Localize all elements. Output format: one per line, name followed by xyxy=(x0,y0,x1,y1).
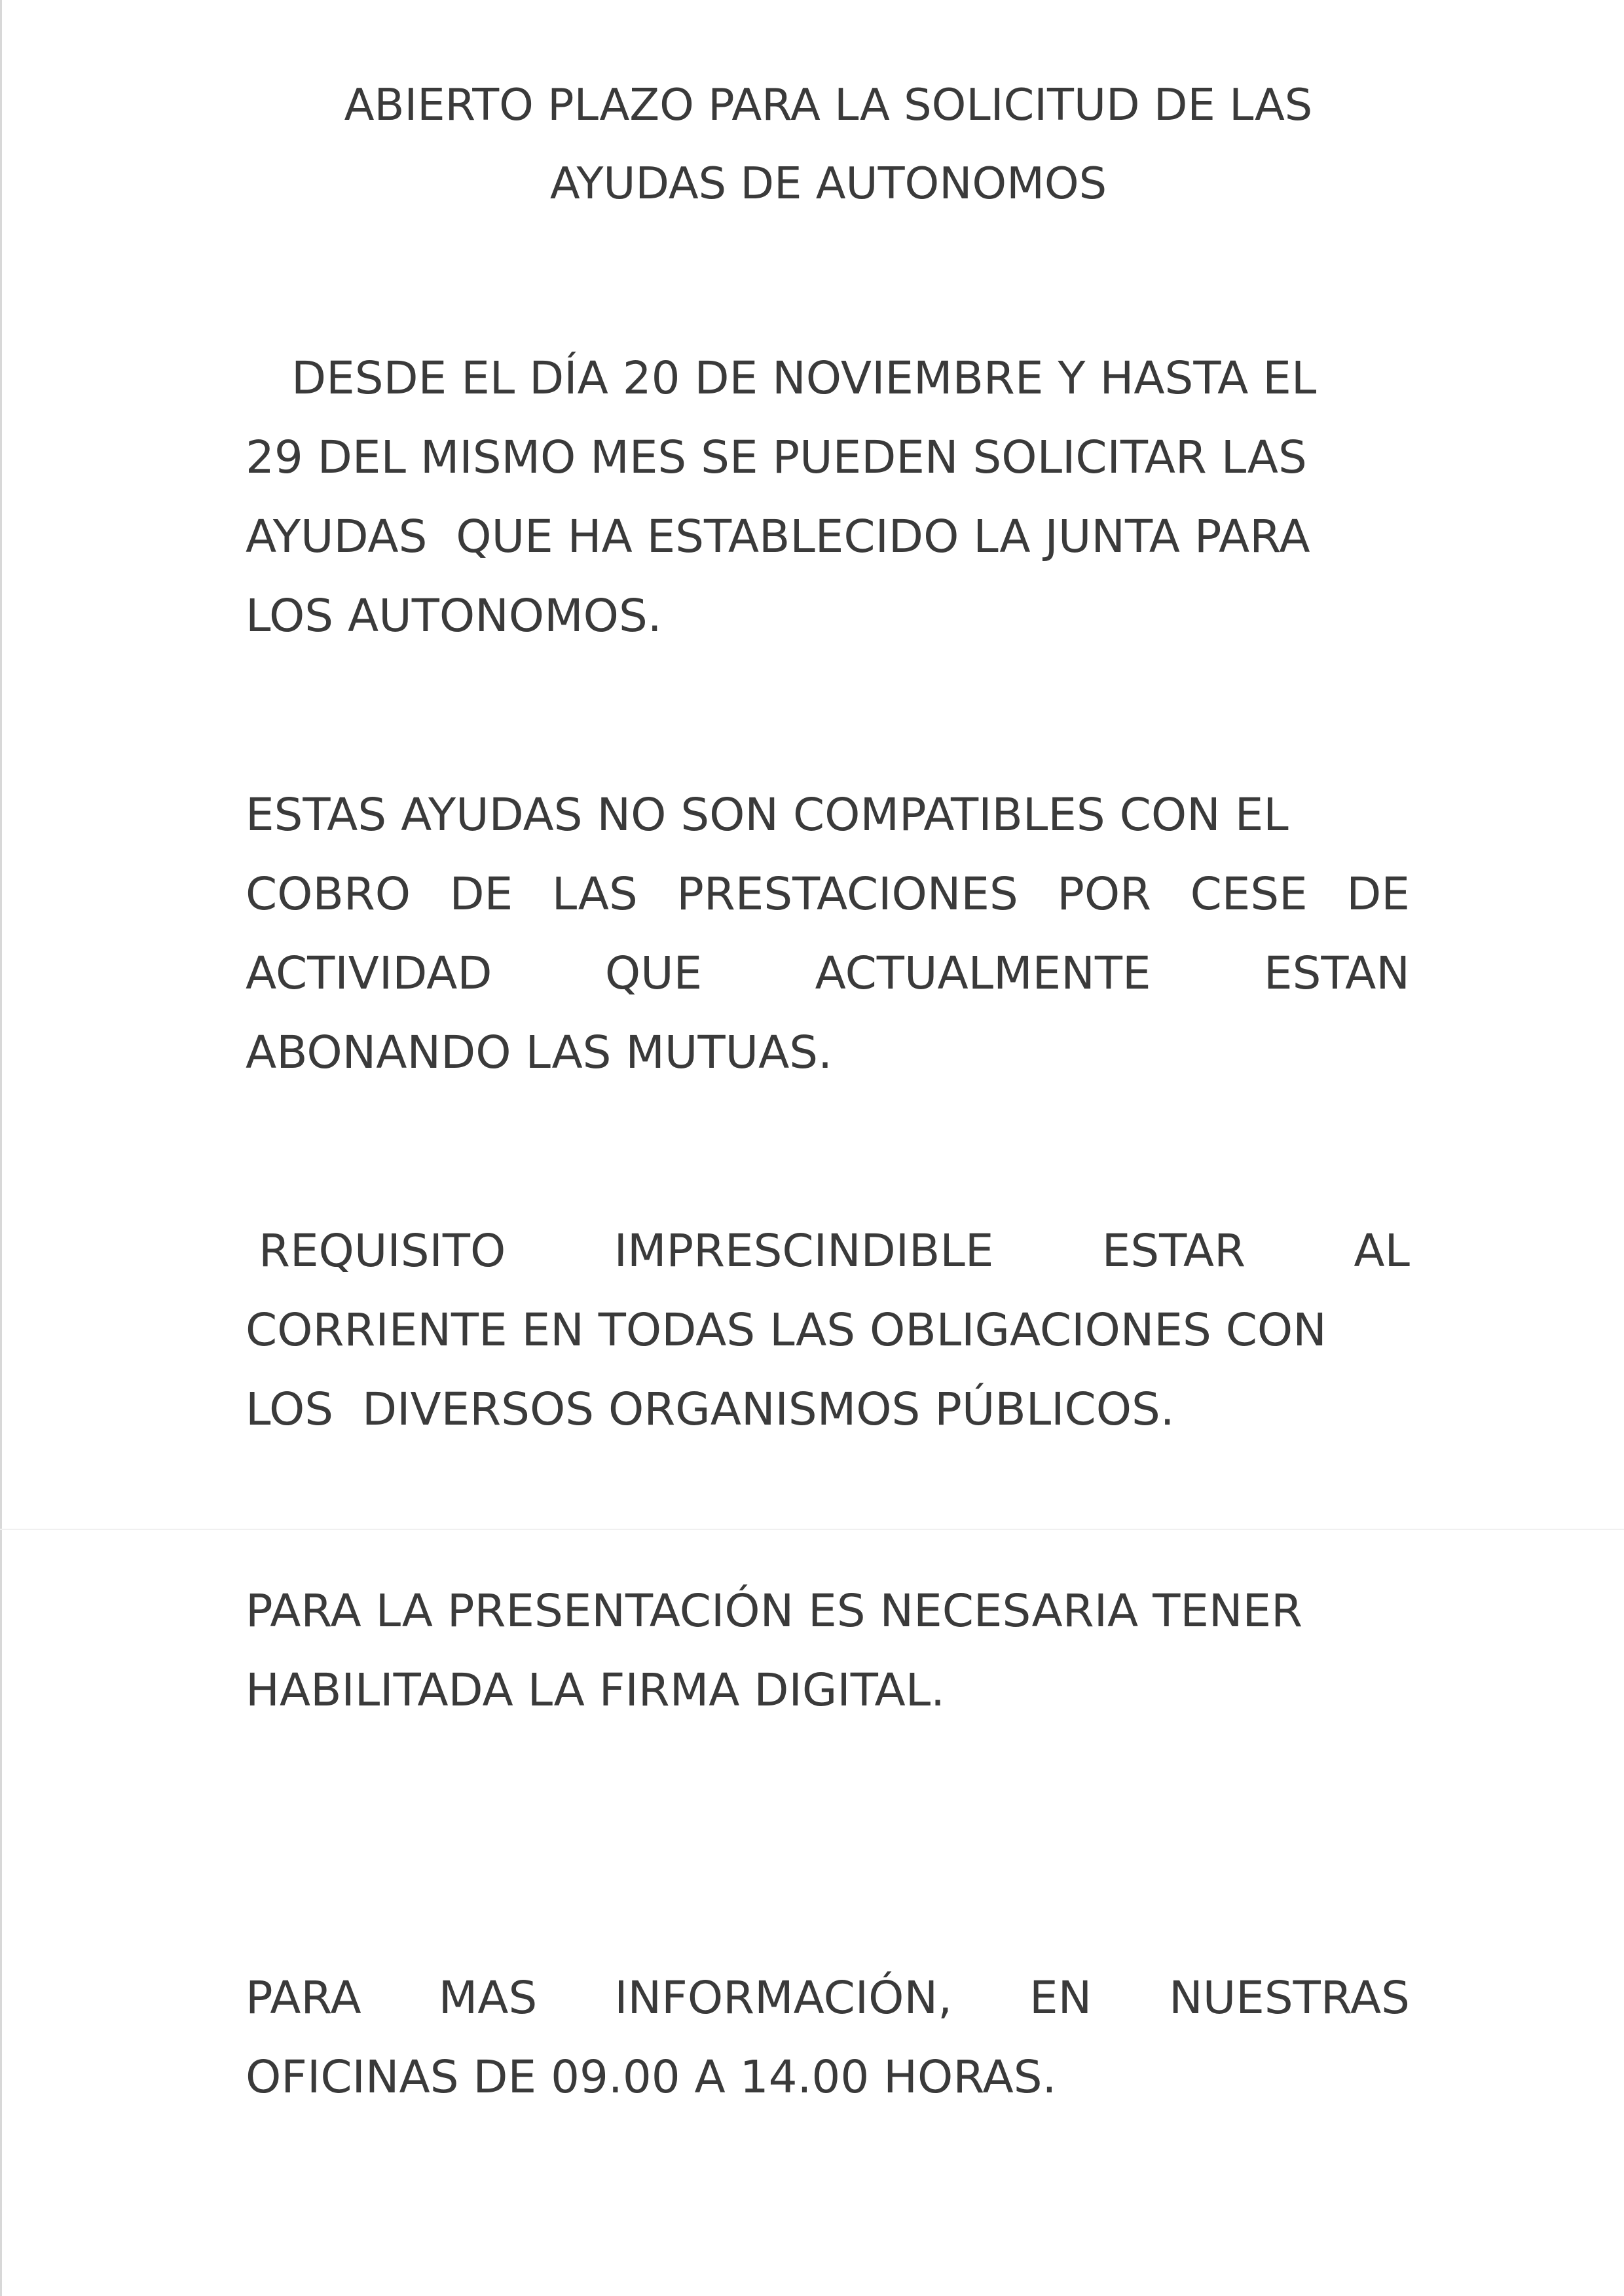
paragraph-more-info xyxy=(246,1959,1410,2117)
p4-line-1: PARA LA PRESENTACIÓN ES NECESARIA TENER xyxy=(246,1585,1303,1637)
paragraph-requirement xyxy=(246,1212,1410,1449)
paper-fold-line xyxy=(0,1529,1624,1530)
scan-edge-line xyxy=(0,0,2,2296)
p2-line-2-word: DE xyxy=(449,868,513,920)
p2-line-3-word: ESTAN xyxy=(1263,947,1410,1000)
p5-line-1-word: PARA xyxy=(246,1972,361,2024)
p2-line-3-word: ACTIVIDAD xyxy=(246,947,492,1000)
notice-title xyxy=(0,65,1624,223)
p3-line-1 xyxy=(246,1212,1410,1291)
paragraph-application-period xyxy=(246,339,1410,656)
p3-line-3: LOS DIVERSOS ORGANISMOS PÚBLICOS. xyxy=(246,1383,1175,1436)
title-line-1: ABIERTO PLAZO PARA LA SOLICITUD DE LAS xyxy=(344,79,1313,130)
p1-line-1: DESDE EL DÍA 20 DE NOVIEMBRE Y HASTA EL xyxy=(291,352,1317,405)
p2-line-2-word: COBRO xyxy=(246,868,411,920)
paragraph-digital-signature xyxy=(246,1572,1410,1730)
p3-line-2: CORRIENTE EN TODAS LAS OBLIGACIONES CON xyxy=(246,1304,1327,1357)
p5-line-1-word: NUESTRAS xyxy=(1169,1972,1410,2024)
p3-line-1-word: ESTAR xyxy=(1101,1225,1246,1277)
p2-line-3 xyxy=(246,934,1410,1013)
p2-line-2-word: DE xyxy=(1346,868,1410,920)
p2-line-3-word: QUE xyxy=(604,947,703,1000)
p4-line-2: HABILITADA LA FIRMA DIGITAL. xyxy=(246,1664,946,1717)
p3-line-1-word: AL xyxy=(1354,1225,1410,1277)
p5-line-1 xyxy=(246,1959,1410,2038)
p5-line-1-word: EN xyxy=(1029,1972,1092,2024)
p2-line-2 xyxy=(246,855,1410,934)
p2-line-2-word: LAS xyxy=(551,868,638,920)
p2-line-2-word: POR xyxy=(1057,868,1152,920)
p3-line-1-word: IMPRESCINDIBLE xyxy=(614,1225,994,1277)
p1-line-3: AYUDAS QUE HA ESTABLECIDO LA JUNTA PARA xyxy=(246,511,1310,563)
p2-line-1: ESTAS AYUDAS NO SON COMPATIBLES CON EL xyxy=(246,789,1289,841)
paragraph-compatibility xyxy=(246,776,1410,1093)
p1-line-4: LOS AUTONOMOS. xyxy=(246,590,662,642)
p2-line-2-word: PRESTACIONES xyxy=(676,868,1018,920)
p2-line-4: ABONANDO LAS MUTUAS. xyxy=(246,1027,833,1079)
p5-line-1-word: INFORMACIÓN, xyxy=(614,1972,953,2024)
p2-line-3-word: ACTUALMENTE xyxy=(815,947,1151,1000)
p5-line-2: OFICINAS DE 09.00 A 14.00 HORAS. xyxy=(246,2051,1057,2104)
p3-line-1-word: REQUISITO xyxy=(259,1225,506,1277)
p2-line-2-word: CESE xyxy=(1190,868,1308,920)
title-line-2: AYUDAS DE AUTONOMOS xyxy=(549,158,1107,209)
p5-line-1-word: MAS xyxy=(438,1972,538,2024)
p1-line-2: 29 DEL MISMO MES SE PUEDEN SOLICITAR LAS xyxy=(246,431,1307,484)
